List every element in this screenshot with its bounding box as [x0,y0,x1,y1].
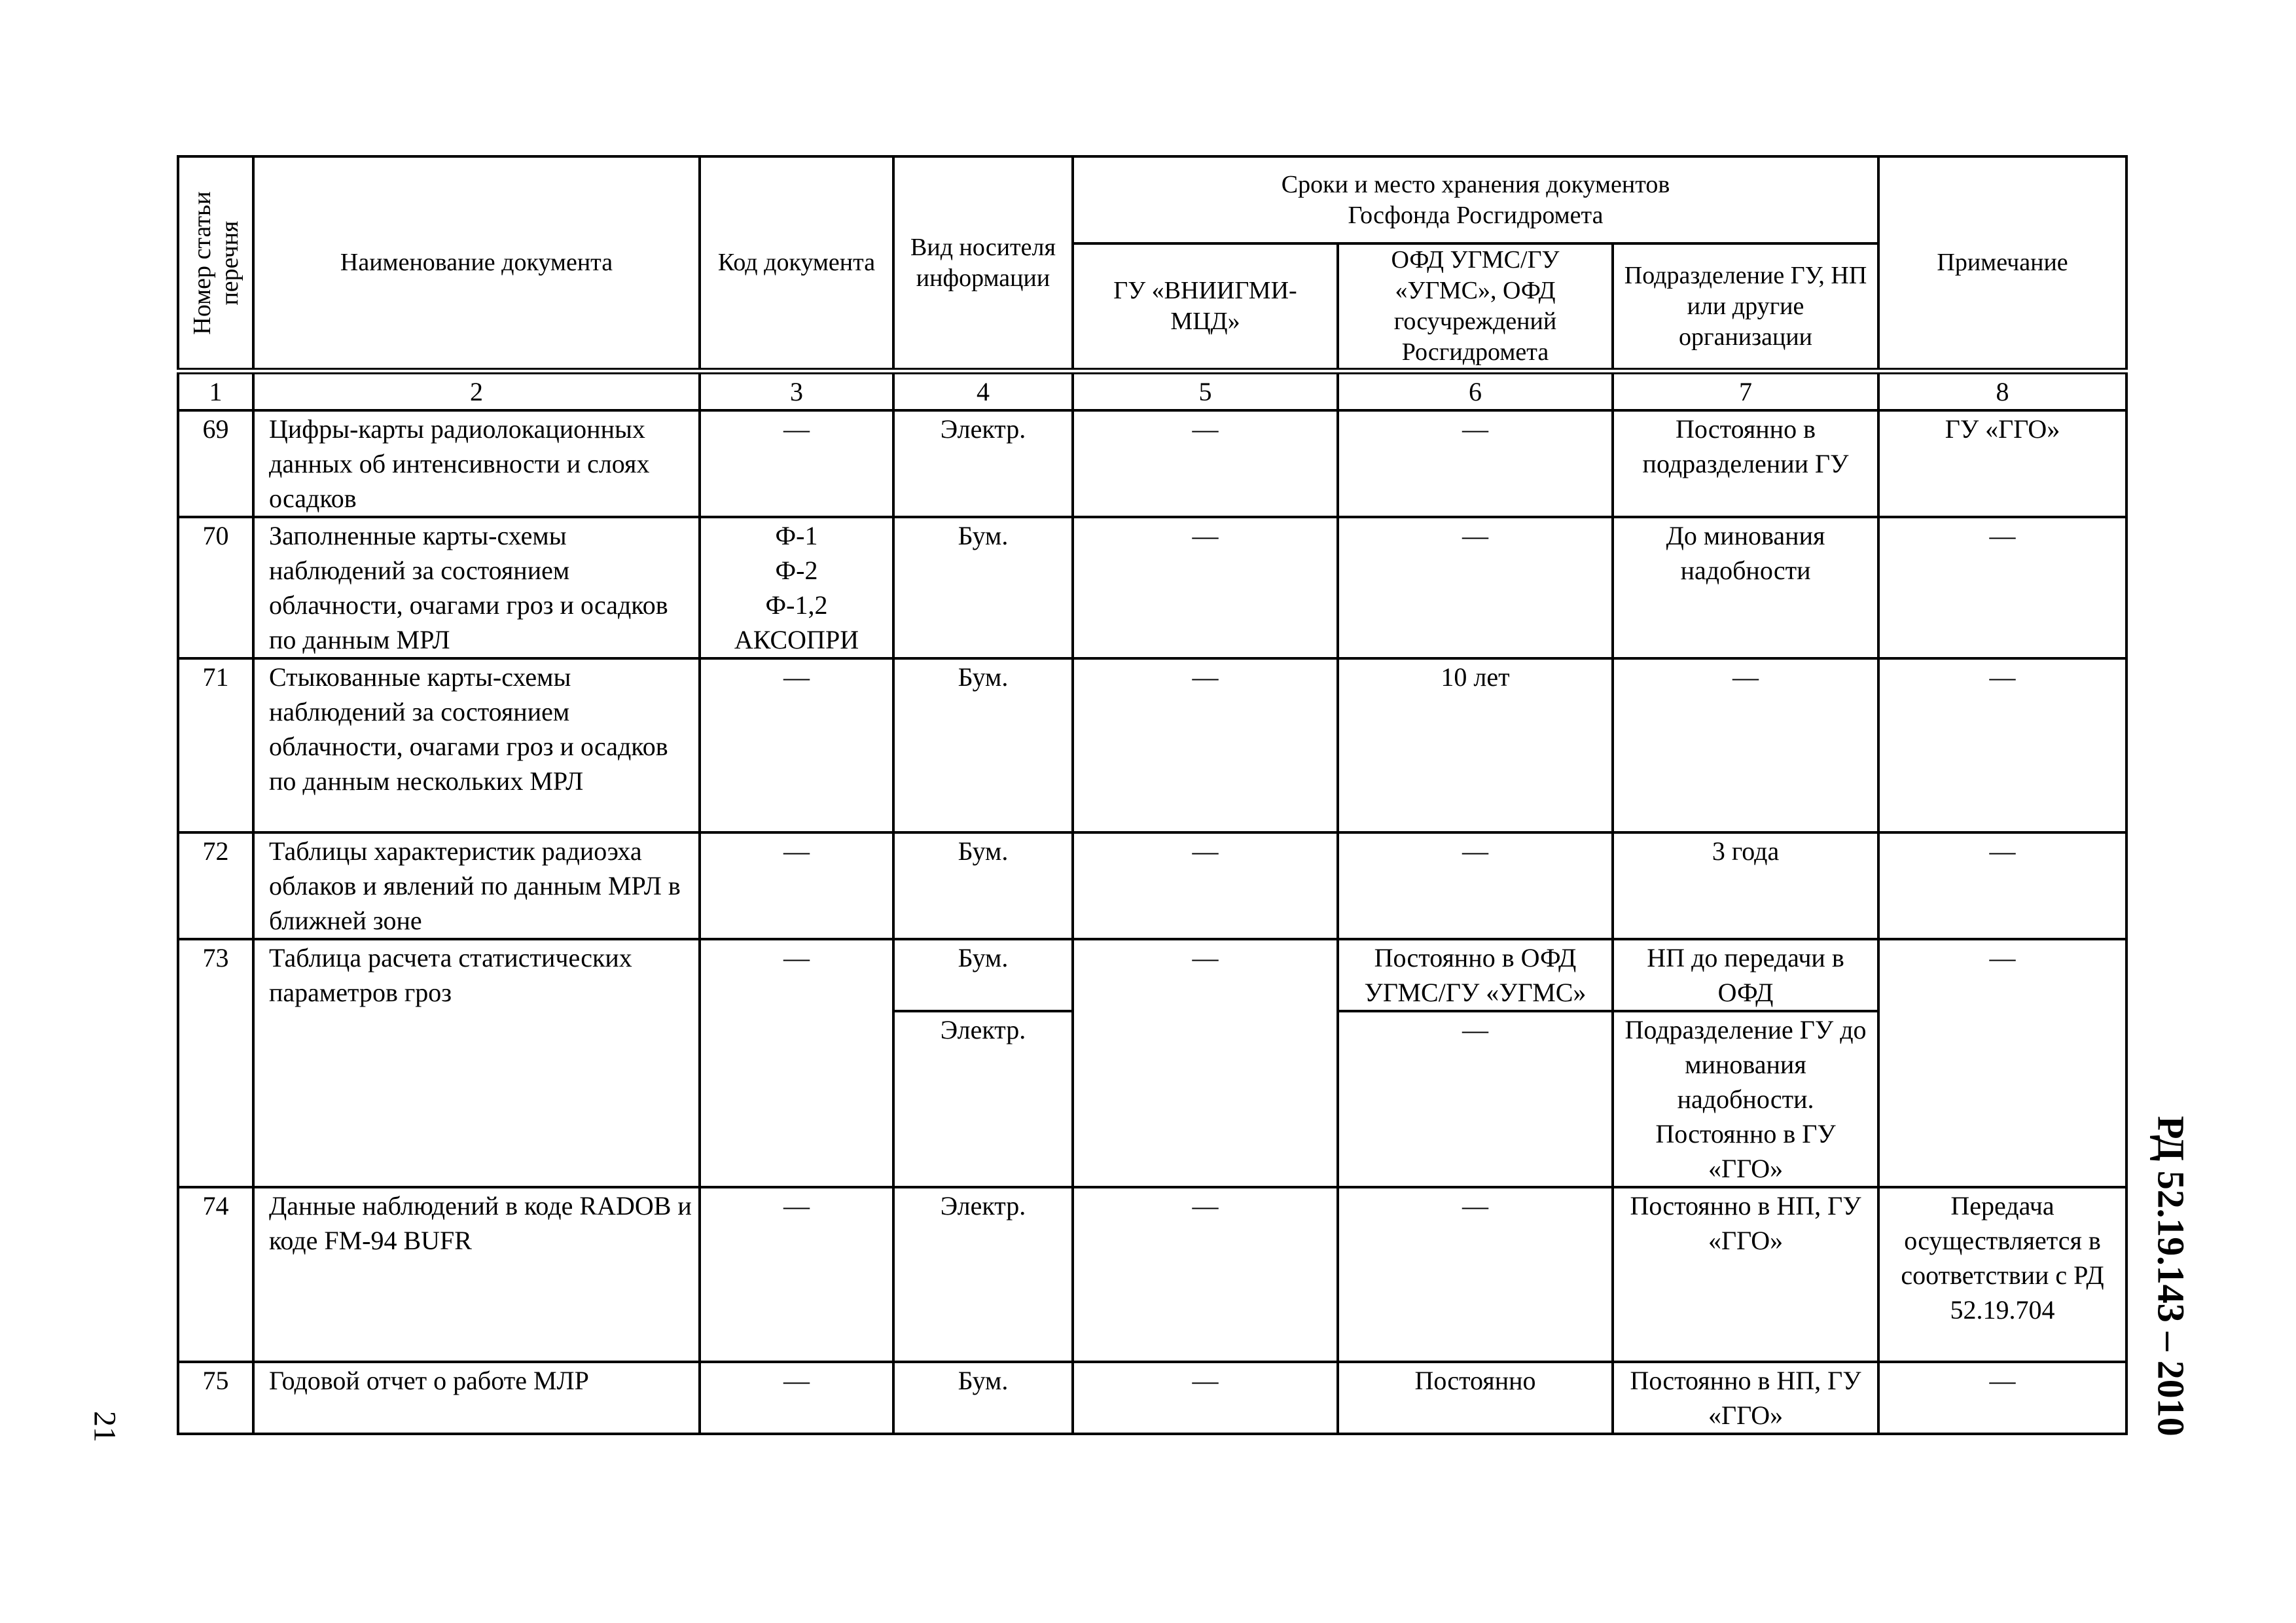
ofd-storage: — [1338,832,1613,939]
division-storage: Постоянно в НП, ГУ «ГГО» [1613,1362,1878,1434]
code-line: АКСОПРИ [734,625,859,654]
vniigmi-storage: — [1073,1362,1338,1434]
medium-type: Бум. [893,832,1073,939]
code-line: Ф-2 [775,556,818,585]
table-row [178,517,2126,658]
note: — [1878,832,2126,939]
article-number: 75 [178,1362,253,1434]
document-code: — [700,939,893,1187]
ofd-storage: — [1338,410,1613,517]
header-note: Примечание [1878,156,2126,371]
document-name: Стыкованные карты-схемы наблюдений за состоянием облачности, очагами гроз и осадков по данным нескольких МРЛ [253,658,700,832]
document-reference [2132,1106,2210,1446]
table-row [178,410,2126,517]
vniigmi-storage: — [1073,517,1338,658]
document-code [700,517,893,658]
vniigmi-storage: — [1073,410,1338,517]
header-ofd: ОФД УГМС/ГУ «УГМС», ОФД госучреждений Росгидромета [1338,243,1613,371]
vniigmi-storage: — [1073,832,1338,939]
column-number-row [178,371,2126,410]
medium-type: Бум. [893,939,1073,1011]
col-number: 4 [893,371,1073,410]
document-code: — [700,1362,893,1434]
document-code: — [700,658,893,832]
division-storage: Постоянно в подразделении ГУ [1613,410,1878,517]
document-name: Данные наблюдений в коде RADOB и коде FM-94 BUFR [253,1187,700,1362]
medium-type: Электр. [893,1011,1073,1187]
header-article-number: Номер статьи перечня [178,156,253,371]
article-number: 71 [178,658,253,832]
col-number: 3 [700,371,893,410]
header-document-name: Наименование документа [253,156,700,371]
header-storage-group: Сроки и место хранения документов Госфонда Росгидромета [1073,156,1878,243]
vniigmi-storage: — [1073,1187,1338,1362]
vniigmi-storage: — [1073,939,1338,1187]
document-name: Заполненные карты-схемы наблюдений за состоянием облачности, очагами гроз и осадков по данным МРЛ [253,517,700,658]
table-row [178,939,2126,1011]
col-number: 7 [1613,371,1878,410]
note: — [1878,1362,2126,1434]
col-number: 6 [1338,371,1613,410]
medium-type: Электр. [893,410,1073,517]
vniigmi-storage: — [1073,658,1338,832]
col-number: 8 [1878,371,2126,410]
document-table [177,155,2128,1435]
document-name: Таблица расчета статистических параметров гроз [253,939,700,1187]
document-name: Таблицы характеристик радиоэха облаков и явлений по данным МРЛ в ближней зоне [253,832,700,939]
note: — [1878,658,2126,832]
article-number: 70 [178,517,253,658]
note: Передача осуществляется в соответствии с РД 52.19.704 [1878,1187,2126,1362]
header-document-code: Код документа [700,156,893,371]
table-row [178,832,2126,939]
page-number-text: 21 [87,1411,122,1442]
division-storage: Подразделение ГУ до минования надобности. Постоянно в ГУ «ГГО» [1613,1011,1878,1187]
division-storage: 3 года [1613,832,1878,939]
header-medium-type: Вид носителя информации [893,156,1073,371]
code-line: Ф-1 [775,521,818,550]
document-code: — [700,832,893,939]
code-line: Ф-1,2 [765,590,828,620]
medium-type: Электр. [893,1187,1073,1362]
table-row [178,1362,2126,1434]
note: — [1878,517,2126,658]
document-name: Цифры-карты радиолокационных данных об интенсивности и слоях осадков [253,410,700,517]
article-number: 74 [178,1187,253,1362]
col-number: 1 [178,371,253,410]
note: ГУ «ГГО» [1878,410,2126,517]
document-name: Годовой отчет о работе МЛР [253,1362,700,1434]
ofd-storage: — [1338,1011,1613,1187]
header-division: Подразделение ГУ, НП или другие организации [1613,243,1878,371]
division-storage: Постоянно в НП, ГУ «ГГО» [1613,1187,1878,1362]
medium-type: Бум. [893,517,1073,658]
ofd-storage: Постоянно [1338,1362,1613,1434]
medium-type: Бум. [893,1362,1073,1434]
table-row [178,1187,2126,1362]
article-number: 69 [178,410,253,517]
col-number: 5 [1073,371,1338,410]
ofd-storage: — [1338,1187,1613,1362]
note: — [1878,939,2126,1187]
ofd-storage: 10 лет [1338,658,1613,832]
page-number [79,1400,131,1453]
document-code: — [700,410,893,517]
document-code: — [700,1187,893,1362]
document-reference-text: РД 52.19.143 – 2010 [2149,1116,2193,1436]
header-vniigmi: ГУ «ВНИИГМИ-МЦД» [1073,243,1338,371]
col-number: 2 [253,371,700,410]
ofd-storage: — [1338,517,1613,658]
table-row [178,658,2126,832]
division-storage: — [1613,658,1878,832]
article-number: 72 [178,832,253,939]
article-number: 73 [178,939,253,1187]
division-storage: До минования надобности [1613,517,1878,658]
medium-type: Бум. [893,658,1073,832]
ofd-storage: Постоянно в ОФД УГМС/ГУ «УГМС» [1338,939,1613,1011]
division-storage: НП до передачи в ОФД [1613,939,1878,1011]
